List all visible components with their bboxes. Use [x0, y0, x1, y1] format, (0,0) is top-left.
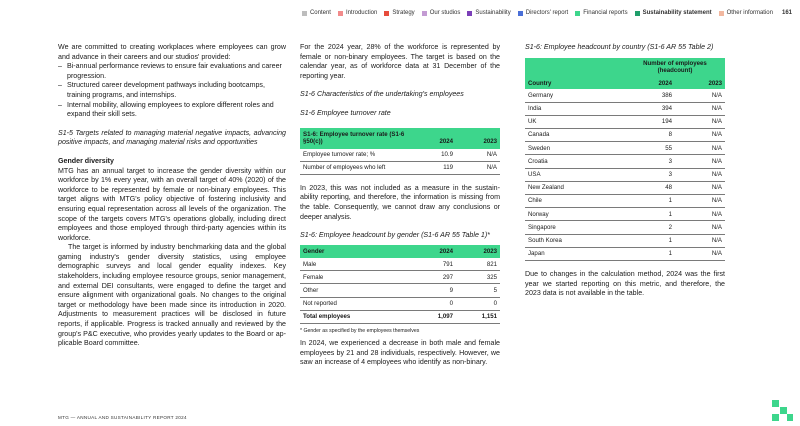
- table-cell: 791: [412, 258, 456, 271]
- table-cell: 5: [456, 284, 500, 297]
- table-cell: N/A: [675, 247, 725, 260]
- nav-item-label: Directors' report: [525, 10, 569, 16]
- nav-item-label: Sustainability: [475, 10, 511, 16]
- table-cell: 2: [625, 221, 675, 234]
- table-cell: Male: [300, 258, 412, 271]
- table-cell: 386: [625, 89, 675, 102]
- table-cell: USA: [525, 168, 625, 181]
- table-row: [300, 149, 500, 162]
- table-cell: 194: [625, 115, 675, 128]
- nav-item-label: Content: [309, 10, 331, 16]
- table-row: [525, 221, 725, 234]
- table-header: 2024: [412, 128, 456, 149]
- table-cell: Not reported: [300, 297, 412, 310]
- table-cell: New Zealand: [525, 181, 625, 194]
- nav-color-swatch: [719, 11, 724, 16]
- turnover-table: [300, 128, 500, 175]
- table-cell: UK: [525, 115, 625, 128]
- country-table: [525, 58, 725, 261]
- nav-item-strategy[interactable]: [384, 10, 414, 16]
- table-row: [525, 115, 725, 128]
- table-cell: 1: [625, 234, 675, 247]
- table-cell: N/A: [675, 208, 725, 221]
- table-cell: N/A: [675, 155, 725, 168]
- table-cell: India: [525, 102, 625, 115]
- table-cell: Chile: [525, 194, 625, 207]
- table-header-row: [300, 128, 500, 149]
- table-cell: Employee turnover rate; %: [300, 149, 412, 162]
- table-header: 2023: [456, 128, 500, 149]
- table-header: 2023: [675, 77, 725, 89]
- table-cell: N/A: [675, 168, 725, 181]
- nav-item-label: Financial reports: [583, 10, 628, 16]
- s1-6-section-title: S1-6 Characteristics of the undertaking's employees: [300, 90, 464, 99]
- column-left: [58, 43, 286, 349]
- bullet-item: – Bi-annual performance reviews to ensure fair evaluations and career progression.: [58, 62, 286, 81]
- table-row: [525, 168, 725, 181]
- table-header: 2024: [412, 245, 456, 259]
- nav-item-sustainability[interactable]: [467, 10, 510, 16]
- bullet-item: – Structured career development pathways including bootcamps, training programs, and internships.: [58, 81, 286, 100]
- table-row: [300, 161, 500, 174]
- table-header: Country: [525, 77, 625, 89]
- gender-table-title: S1-6: Employee headcount by gender (S1-6 AR 55 Table 1)*: [300, 231, 490, 240]
- table-cell: N/A: [675, 234, 725, 247]
- nav-color-swatch: [518, 11, 523, 16]
- table-cell: N/A: [675, 181, 725, 194]
- table-cell: 1: [625, 208, 675, 221]
- nav-item-our-studios[interactable]: [422, 10, 461, 16]
- table-cell: Norway: [525, 208, 625, 221]
- nav-color-swatch: [635, 11, 640, 16]
- table-cell: 394: [625, 102, 675, 115]
- nav-item-introduction[interactable]: [338, 10, 377, 16]
- gender-diversity-paragraph-1: MTG has an annual target to increase the gender diversity within our workforce by 1% every year, with an overall target of 40% (2020) of the workforce to be represented by female or non-binary employees. This target aligns with MTG's policy objective of fostering inclusivity and ensuring equal representation across all levels of the organization. The scope of the targets covers MTG's operations globally, including direct employees and those employed through third-party agencies within its workforce.: [58, 166, 286, 242]
- table-cell: 1: [625, 247, 675, 260]
- table-row: [525, 155, 725, 168]
- nav-item-financial-reports[interactable]: [575, 10, 627, 16]
- table-row: [525, 208, 725, 221]
- nav-color-swatch: [338, 11, 343, 16]
- table-row: [300, 258, 500, 271]
- gender-diversity-heading: Gender diversity: [58, 156, 114, 165]
- nav-item-label: Our studios: [429, 10, 461, 16]
- table-cell: N/A: [456, 149, 500, 162]
- table-cell: N/A: [456, 161, 500, 174]
- table-cell: Total employees: [300, 310, 412, 323]
- table-row: [300, 284, 500, 297]
- nav-color-swatch: [467, 11, 472, 16]
- table-cell: Germany: [525, 89, 625, 102]
- table-row: [525, 142, 725, 155]
- table-cell: 325: [456, 271, 500, 284]
- table-cell: Canada: [525, 129, 625, 142]
- table-cell: Number of employees who left: [300, 161, 412, 174]
- table-header: 2024: [625, 77, 675, 89]
- turnover-title: S1-6 Employee turnover rate: [300, 108, 391, 117]
- table-cell: Croatia: [525, 155, 625, 168]
- table-cell: Sweden: [525, 142, 625, 155]
- nav-item-label: Strategy: [392, 10, 415, 16]
- page-number: 161: [781, 10, 792, 16]
- gender-footnote: * Gender as specified by the employees themselves: [300, 327, 420, 334]
- table-cell: N/A: [675, 115, 725, 128]
- table-cell: 821: [456, 258, 500, 271]
- nav-item-other-information[interactable]: [719, 10, 773, 16]
- gender-note: In 2024, we experienced a decrease in both male and female employees by 21 and 28 individuals, respectively. However, we saw an increase of 4 employees who identify as non-binary.: [300, 339, 500, 367]
- s1-5-section-title: S1-5 Targets related to managing material negative impacts, advancing positive impacts, and managing material risks and opportunities: [58, 128, 286, 147]
- table-cell: N/A: [675, 142, 725, 155]
- country-table-title: S1-6: Employee headcount by country (S1-6 AR 55 Table 2): [525, 43, 714, 51]
- table-cell: N/A: [675, 89, 725, 102]
- table-cell: 1,097: [412, 310, 456, 323]
- career-bullets: [58, 62, 286, 120]
- table-group-header: Number of employees (headcount): [625, 58, 725, 78]
- mtg-logo-icon: [770, 398, 794, 422]
- nav-item-label: Sustainability statement: [642, 10, 712, 16]
- table-cell: 9: [412, 284, 456, 297]
- table-cell: 55: [625, 142, 675, 155]
- table-cell: Singapore: [525, 221, 625, 234]
- table-cell: 297: [412, 271, 456, 284]
- bullet-item: – Internal mobility, allowing employees to explore different roles and expand their skill sets.: [58, 101, 286, 120]
- turnover-note: In 2023, this was not included as a measure in the sustainability reporting, and therefore, the information is missing from the table. Consequently, we cannot draw any conclusions or deeper analysis.: [300, 183, 500, 221]
- table-cell: 10.9: [412, 149, 456, 162]
- nav-color-swatch: [575, 11, 580, 16]
- table-row: [525, 194, 725, 207]
- country-note: Due to changes in the calculation method, 2024 was the first year we started reporting on this metric, and therefore, the 2023 data is not available in the table.: [525, 269, 725, 298]
- nav-items: [295, 10, 773, 16]
- column-right: [525, 43, 725, 299]
- table-cell: 1,151: [456, 310, 500, 323]
- table-header: Gender: [300, 245, 412, 259]
- nav-item-sustainability-statement[interactable]: [635, 10, 712, 16]
- career-intro: We are committed to creating workplaces where employees can grow and advance in their careers and our studios' provided:: [58, 43, 286, 61]
- nav-item-label: Other information: [726, 10, 773, 16]
- table-cell: Female: [300, 271, 412, 284]
- table-cell: 1: [625, 194, 675, 207]
- table-cell: N/A: [675, 194, 725, 207]
- table-cell: Other: [300, 284, 412, 297]
- table-row: [300, 310, 500, 323]
- table-cell: South Korea: [525, 234, 625, 247]
- table-row: [525, 247, 725, 260]
- nav-item-content[interactable]: [302, 10, 331, 16]
- table-header: S1-6: Employee turnover rate (S1-6 §50(c)): [300, 128, 412, 149]
- table-cell: N/A: [675, 129, 725, 142]
- nav-color-swatch: [384, 11, 389, 16]
- table-cell: 3: [625, 155, 675, 168]
- table-group-header-row: [525, 58, 725, 78]
- table-cell: 8: [625, 129, 675, 142]
- table-row: [300, 271, 500, 284]
- top-navigation: [295, 10, 792, 16]
- table-row: [525, 102, 725, 115]
- table-row: [300, 297, 500, 310]
- workforce-intro: For the 2024 year, 28% of the workforce is represented by female or non-binary employees. The target is based on the calendar year, as of workforce data at 31 December of the reporting year.: [300, 43, 500, 80]
- gender-diversity-paragraph-2: The target is informed by industry benchmarking data and the global gaming industry's gender diversity statistics, using employee demographic surveys and local gender equality indexes. Key stakeholders, including employee resource groups, senior management, and external DEI consultants, were engaged to define the target and ensure alignment with organizational goals. No changes to the original target or methodology have been made since its introduction in 2020. Adjustments to measurement practices will be disclosed in future reports, if applicable. Progress is tracked annually and reviewed by the group's P&C executive, who provides yearly updates to the Board or applicable Board committee.: [58, 243, 286, 348]
- table-header-row: [300, 245, 500, 259]
- table-cell: N/A: [675, 102, 725, 115]
- column-middle: [300, 43, 500, 368]
- table-cell: 3: [625, 168, 675, 181]
- table-row: [525, 89, 725, 102]
- table-row: [525, 234, 725, 247]
- table-row: [525, 129, 725, 142]
- table-header: 2023: [456, 245, 500, 259]
- table-cell: Japan: [525, 247, 625, 260]
- table-cell: N/A: [675, 221, 725, 234]
- footer: MTG — ANNUAL AND SUSTAINABILITY REPORT 2024: [58, 415, 187, 420]
- nav-item-directors-report[interactable]: [518, 10, 569, 16]
- table-row: [525, 181, 725, 194]
- nav-item-label: Introduction: [345, 10, 378, 16]
- table-cell: 0: [412, 297, 456, 310]
- gender-table: [300, 245, 500, 324]
- table-cell: 48: [625, 181, 675, 194]
- nav-color-swatch: [302, 11, 307, 16]
- nav-color-swatch: [422, 11, 427, 16]
- table-header-row: [525, 77, 725, 89]
- table-cell: 119: [412, 161, 456, 174]
- table-cell: 0: [456, 297, 500, 310]
